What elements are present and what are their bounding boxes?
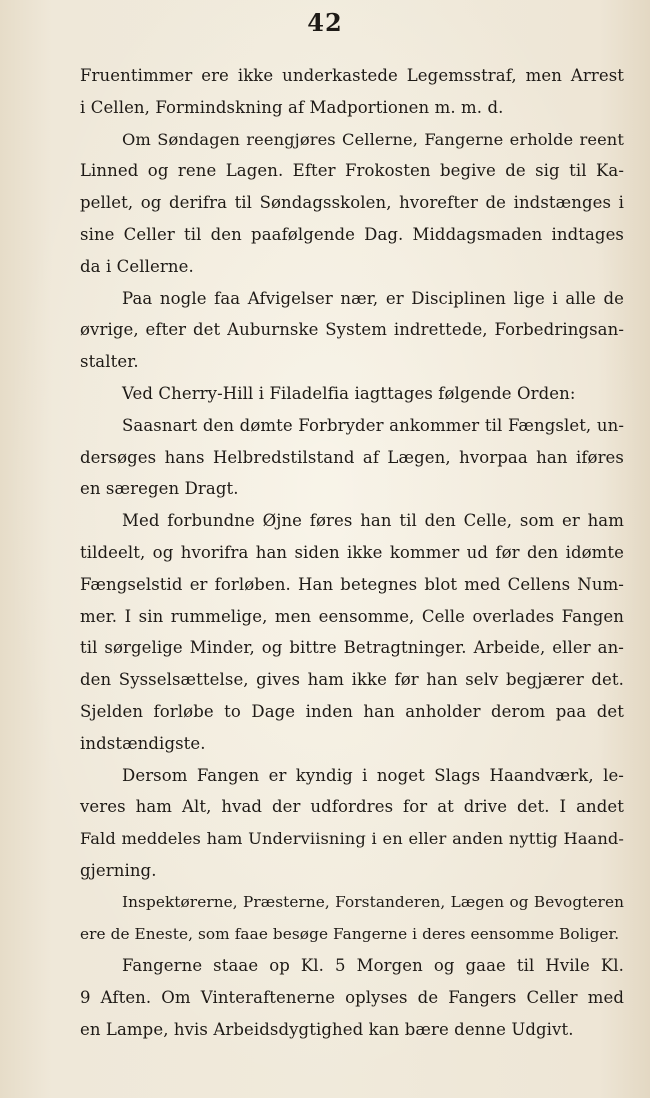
text-line: Fængselstid er forløben. Han betegnes blot med Cellens Num- [80, 574, 624, 594]
text-line: Fald meddeles ham Underviisning i en eller anden nyttig Haand- [80, 829, 624, 849]
text-line: Saasnart den dømte Forbryder ankommer til Fængslet, un- [122, 415, 624, 435]
text-line: stalter. [80, 352, 139, 372]
text-line: Sjelden forløbe to Dage inden han anholder derom paa det [80, 701, 624, 721]
text-line: øvrige, efter det Auburnske System indrettede, Forbedringsan- [80, 320, 624, 340]
text-line: ere de Eneste, som faae besøge Fangerne i deres eensomme Boliger. [80, 924, 620, 943]
text-line: Dersom Fangen er kyndig i noget Slags Haandværk, le- [122, 765, 624, 785]
text-line: Fruentimmer ere ikke underkastede Legemsstraf, men Arrest [80, 66, 624, 85]
body-text [80, 60, 624, 1046]
text-line: Ved Cherry-Hill i Filadelfia iagttages følgende Orden: [122, 383, 576, 403]
text-line: en Lampe, hvis Arbeidsdygtighed kan bære denne Udgivt. [80, 1019, 574, 1039]
text-line: den Sysselsættelse, gives ham ikke før han selv begjærer det. [80, 670, 624, 690]
text-line: da i Cellerne. [80, 256, 194, 276]
text-line: Paa nogle faa Afvigelser nær, er Disciplinen lige i alle de [122, 288, 624, 308]
text-line: Om Søndagen reengjøres Cellerne, Fangerne erholde reent [122, 129, 624, 149]
text-line: mer. I sin rummelige, men eensomme, Celle overlades Fangen [80, 606, 624, 626]
text-line: veres ham Alt, hvad der udfordres for at drive det. I andet [80, 797, 624, 817]
page-number: 42 [307, 8, 343, 37]
text-line: i Cellen, Formindskning af Madportionen m. m. d. [80, 97, 504, 117]
text-line: Inspektørerne, Præsterne, Forstanderen, Lægen og Bevogteren [122, 892, 624, 911]
text-line: indstændigste. [80, 733, 206, 753]
text-line: tildeelt, og hvorifra han siden ikke kommer ud før den idømte [80, 542, 624, 562]
text-line: dersøges hans Helbredstilstand af Lægen, hvorpaa han iføres [80, 447, 624, 467]
text-line: gjerning. [80, 860, 157, 880]
text-line: Med forbundne Øjne føres han til den Celle, som er ham [122, 511, 624, 531]
text-line: Linned og rene Lagen. Efter Frokosten begive de sig til Ka- [80, 161, 624, 181]
text-line: til sørgelige Minder, og bittre Betragtninger. Arbeide, eller an- [80, 638, 624, 658]
text-line: sine Celler til den paafølgende Dag. Middagsmaden indtages [80, 224, 624, 244]
text-line: en særegen Dragt. [80, 479, 239, 499]
text-line: 9 Aften. Om Vinteraftenerne oplyses de Fangers Celler med [80, 988, 624, 1008]
text-line: Fangerne staae op Kl. 5 Morgen og gaae til Hvile Kl. [122, 956, 624, 976]
text-line: pellet, og derifra til Søndagsskolen, hvorefter de indstænges i [80, 193, 624, 213]
